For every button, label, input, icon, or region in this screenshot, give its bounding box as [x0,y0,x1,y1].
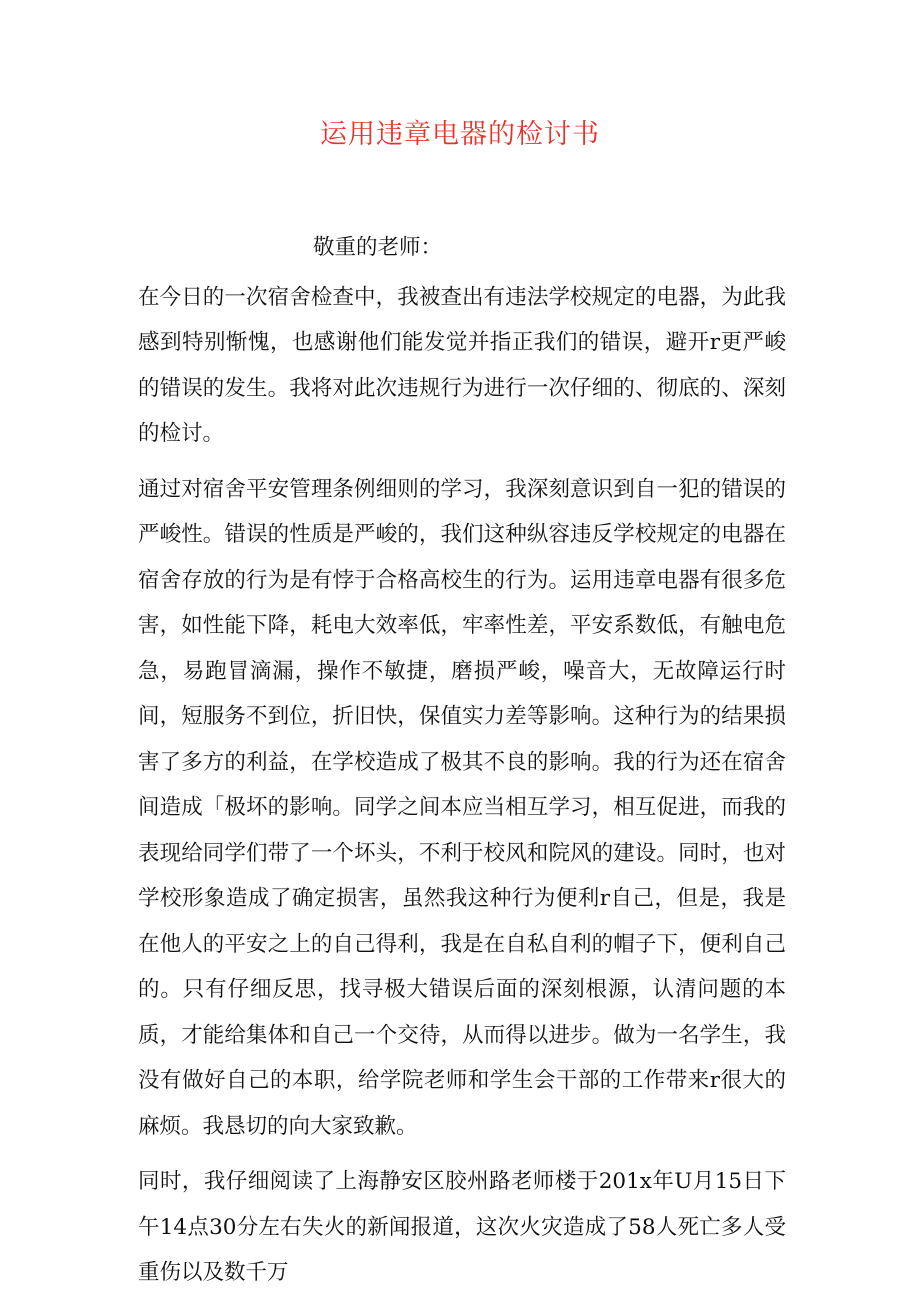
paragraph-3: 同时，我仔细阅读了上海静安区胶州路老师楼于201x年U月15日下午14点30分左右失火的新闻报道，这次火灾造成了58人死亡多人受重伤以及数千万 [138,1169,786,1285]
paragraph-1: 在今日的一次宿舍检查中，我被查出有违法学校规定的电器，为此我感到特别惭愧，也感谢他们能发觉并指正我们的错误，避开r更严峻的错误的发生。我将对此次违规行为进行一次仔细的、彻底的、深刻的检讨。 [138,284,786,446]
salutation: 敬重的老师： [313,235,443,260]
paragraph-2: 通过对宿舍平安管理条例细则的学习，我深刻意识到自一犯的错误的严峻性。错误的性质是严峻的，我们这种纵容违反学校规定的电器在宿舍存放的行为是有悖于合格高校生的行为。运用违章电器有很多危害，如性能下降，耗电大效率低，牢率性差，平安系数低，有触电危急，易跑冒滴漏，操作不敏捷，磨损严峻，噪音大，无故障运行时间，短服务不到位，折旧快，保值实力差等影响。这种行为的结果损害了多方的利益，在学校造成了极其不良的影响。我的行为还在宿舍间造成「极坏的影响。同学之间本应当相互学习，相互促进，而我的表现给同学们带了一个坏头，不利于校风和院风的建设。同时，也对学校形象造成了确定损害，虽然我这种行为便利r自己，但是，我是在他人的平安之上的自己得利，我是在自私自利的帽子下，便利自己的。只有仔细反思，找寻极大错误后面的深刻根源，认清问题的本质，才能给集体和自己一个交待，从而得以进步。做为一名学生，我没有做好自己的本职，给学院老师和学生会干部的工作带来r很大的麻烦。我恳切的向大家致歉。 [138,476,786,1139]
document-body [138,225,786,1296]
document-title: 运用违章电器的检讨书 [320,119,600,150]
